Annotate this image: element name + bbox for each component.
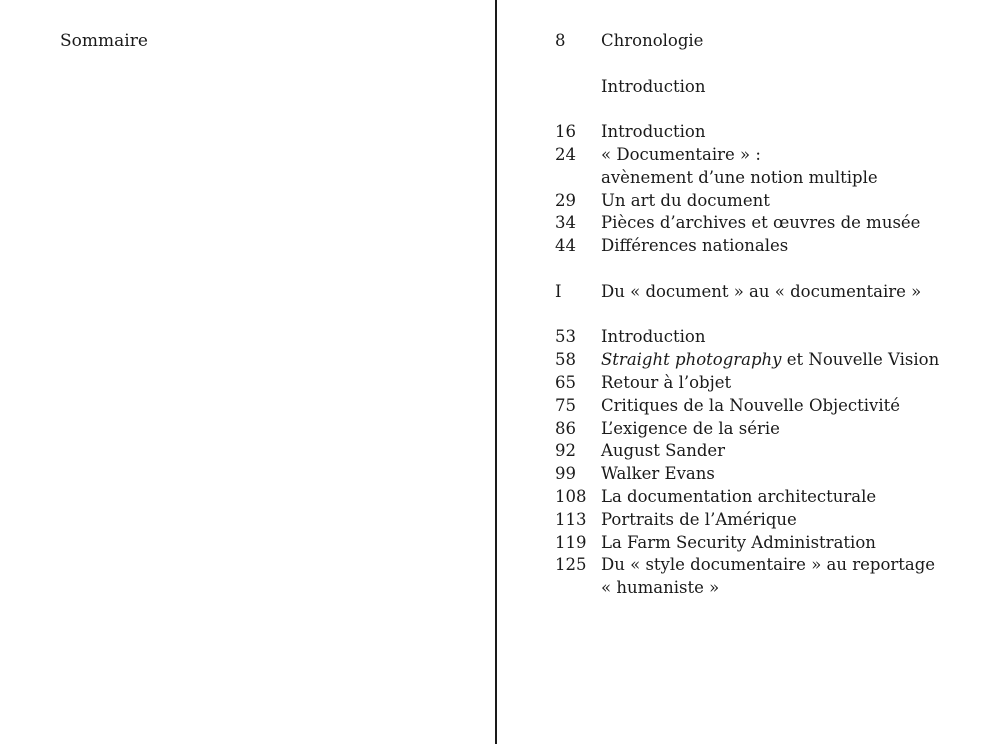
toc-entry-title: « humaniste »	[601, 578, 720, 598]
toc-entry-title: « Documentaire » :	[601, 144, 761, 164]
toc-entry	[555, 235, 965, 258]
toc-entry-title: Critiques de la Nouvelle Objectivité	[601, 395, 901, 415]
right-page	[497, 0, 992, 744]
toc-entry	[555, 326, 965, 349]
toc-page-number: 53	[555, 327, 576, 347]
toc-entry	[555, 212, 965, 235]
toc-entry-title: Retour à l’objet	[601, 372, 732, 392]
toc-entry-title: La documentation architecturale	[601, 486, 877, 506]
toc-entry	[555, 509, 965, 532]
toc-page-number: 119	[555, 532, 587, 552]
toc-page-number: 99	[555, 464, 576, 484]
toc-entry	[555, 30, 965, 53]
toc-entry-title: Différences nationales	[601, 236, 789, 256]
toc-entry-title: L’exigence de la série	[601, 418, 780, 438]
toc-spacer	[555, 258, 965, 281]
toc-entry	[555, 418, 965, 441]
toc-entry	[555, 577, 965, 600]
toc-spacer	[555, 304, 965, 327]
toc-entry-title: Walker Evans	[601, 464, 715, 484]
toc-page-number: I	[555, 281, 562, 301]
toc-entry-title: Un art du document	[601, 190, 770, 210]
toc-entry	[555, 554, 965, 577]
toc-entry-title: Pièces d’archives et œuvres de musée	[601, 213, 921, 233]
toc-spacer	[555, 98, 965, 121]
toc-page-number: 75	[555, 395, 576, 415]
toc-entry	[555, 281, 965, 304]
toc-entry	[555, 486, 965, 509]
toc-entry	[555, 190, 965, 213]
toc-entry	[555, 144, 965, 167]
toc-entry-title: Introduction	[601, 76, 706, 96]
toc-page-number: 125	[555, 555, 587, 575]
toc-title-italic: Straight photography	[601, 350, 782, 370]
toc-page-number: 108	[555, 486, 587, 506]
left-page	[0, 0, 495, 744]
toc-entry	[555, 349, 965, 372]
toc-entry-title: Du « style documentaire » au reportage	[601, 555, 936, 575]
toc-entry-title	[601, 349, 965, 372]
toc-page-number: 58	[555, 350, 576, 370]
toc-page-number: 8	[555, 31, 566, 50]
page-heading: Sommaire	[60, 31, 148, 51]
toc-entry	[555, 76, 965, 99]
toc-page-number: 113	[555, 509, 587, 529]
toc-entry	[555, 121, 965, 144]
toc-page-number: 44	[555, 236, 576, 256]
toc-page-number: 29	[555, 190, 576, 210]
toc-title-rest: et Nouvelle Vision	[781, 350, 940, 370]
toc-entry-title: La Farm Security Administration	[601, 532, 876, 552]
toc-entry-title: Introduction	[601, 327, 706, 347]
toc-entry-title: August Sander	[601, 441, 726, 461]
toc-entry-title: Chronologie	[601, 31, 704, 50]
toc-entry	[555, 532, 965, 555]
toc-entry	[555, 440, 965, 463]
toc-entry	[555, 463, 965, 486]
toc-entry-title: Portraits de l’Amérique	[601, 509, 797, 529]
toc-entry	[555, 167, 965, 190]
toc-entry-title: Introduction	[601, 122, 706, 142]
toc-page-number: 92	[555, 441, 576, 461]
toc-entry-title: avènement d’une notion multiple	[601, 167, 878, 187]
toc-spacer	[555, 53, 965, 76]
toc-entry	[555, 372, 965, 395]
table-of-contents	[555, 30, 965, 600]
toc-page-number: 65	[555, 372, 576, 392]
toc-page-number: 86	[555, 418, 576, 438]
toc-page-number: 16	[555, 122, 576, 142]
toc-entry	[555, 395, 965, 418]
toc-entry-title: Du « document » au « documentaire »	[601, 281, 922, 301]
toc-page-number: 34	[555, 213, 576, 233]
toc-page-number: 24	[555, 144, 576, 164]
